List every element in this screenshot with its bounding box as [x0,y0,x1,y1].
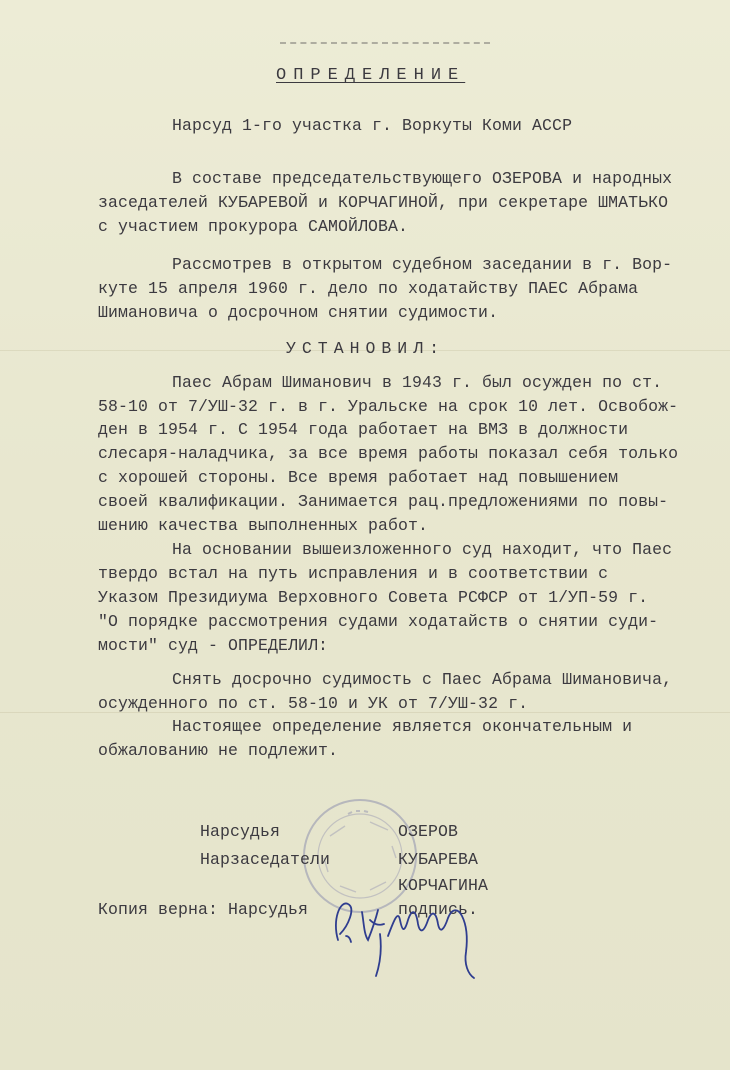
established-heading: УСТАНОВИЛ: [286,339,446,358]
review-line-3: Шимановича о досрочном снятии судимости. [98,303,499,322]
judge-label: Нарсудья [200,822,281,841]
ruling-line-1: Снять досрочно судимость с Паес Абрама Шимановича, [172,670,673,689]
established-line-1: Паес Абрам Шиманович в 1943 г. был осужден по ст. [172,373,663,392]
established-line-5: с хорошей стороны. Все время работает над повышением [98,468,619,487]
review-line-1: Рассмотрев в открытом судебном заседании в г. Вор- [172,255,673,274]
basis-line-2: твердо встал на путь исправления и в соответствии с [98,564,609,583]
final-line-2: обжалованию не подлежит. [98,741,339,760]
composition-line-3: с участием прокурора САМОЙЛОВА. [98,217,409,236]
established-line-2: 58-10 от 7/УШ-32 г. в г. Уральске на срок 10 лет. Освобож- [98,397,679,416]
document-title: ОПРЕДЕЛЕНИЕ [276,66,466,85]
composition-line-2: заседателей КУБАРЕВОЙ и КОРЧАГИНОЙ, при секретаре ШМАТЬКО [98,193,669,212]
ruling-line-2: осужденного по ст. 58-10 и УК от 7/УШ-32 г. [98,694,529,713]
established-line-7: шению качества выполненных работ. [98,516,429,535]
basis-line-5: мости" суд - ОПРЕДЕЛИЛ: [98,636,329,655]
basis-line-1: На основании вышеизложенного суд находит, что Паес [172,540,673,559]
judge-name: ОЗЕРОВ [398,822,459,841]
review-line-2: куте 15 апреля 1960 г. дело по ходатайству ПАЕС Абрама [98,279,639,298]
established-line-6: своей квалификации. Занимается рац.предложениями по повы- [98,492,669,511]
copy-certified-label: Копия верна: Нарсудья [98,900,309,919]
faint-dashed-rule [280,42,490,44]
assessor-2-name: КОРЧАГИНА [398,876,489,895]
court-name: Нарсуд 1-го участка г. Воркуты Коми АССР [172,116,573,135]
assessor-1-name: КУБАРЕВА [398,850,479,869]
basis-line-3: Указом Президиума Верховного Совета РСФСР от 1/УП-59 г. [98,588,649,607]
established-line-3: ден в 1954 г. С 1954 года работает на ВМЗ в должности [98,420,629,439]
established-line-4: слесаря-наладчика, за все время работы показал себя только [98,444,679,463]
handwritten-signature [318,890,498,980]
signed-mark: подпись. [398,900,479,919]
assessors-label: Нарзаседатели [200,850,331,869]
composition-line-1: В составе председательствующего ОЗЕРОВА и народных [172,169,673,188]
basis-line-4: "О порядке рассмотрения судами ходатайств о снятии суди- [98,612,659,631]
final-line-1: Настоящее определение является окончательным и [172,717,633,736]
